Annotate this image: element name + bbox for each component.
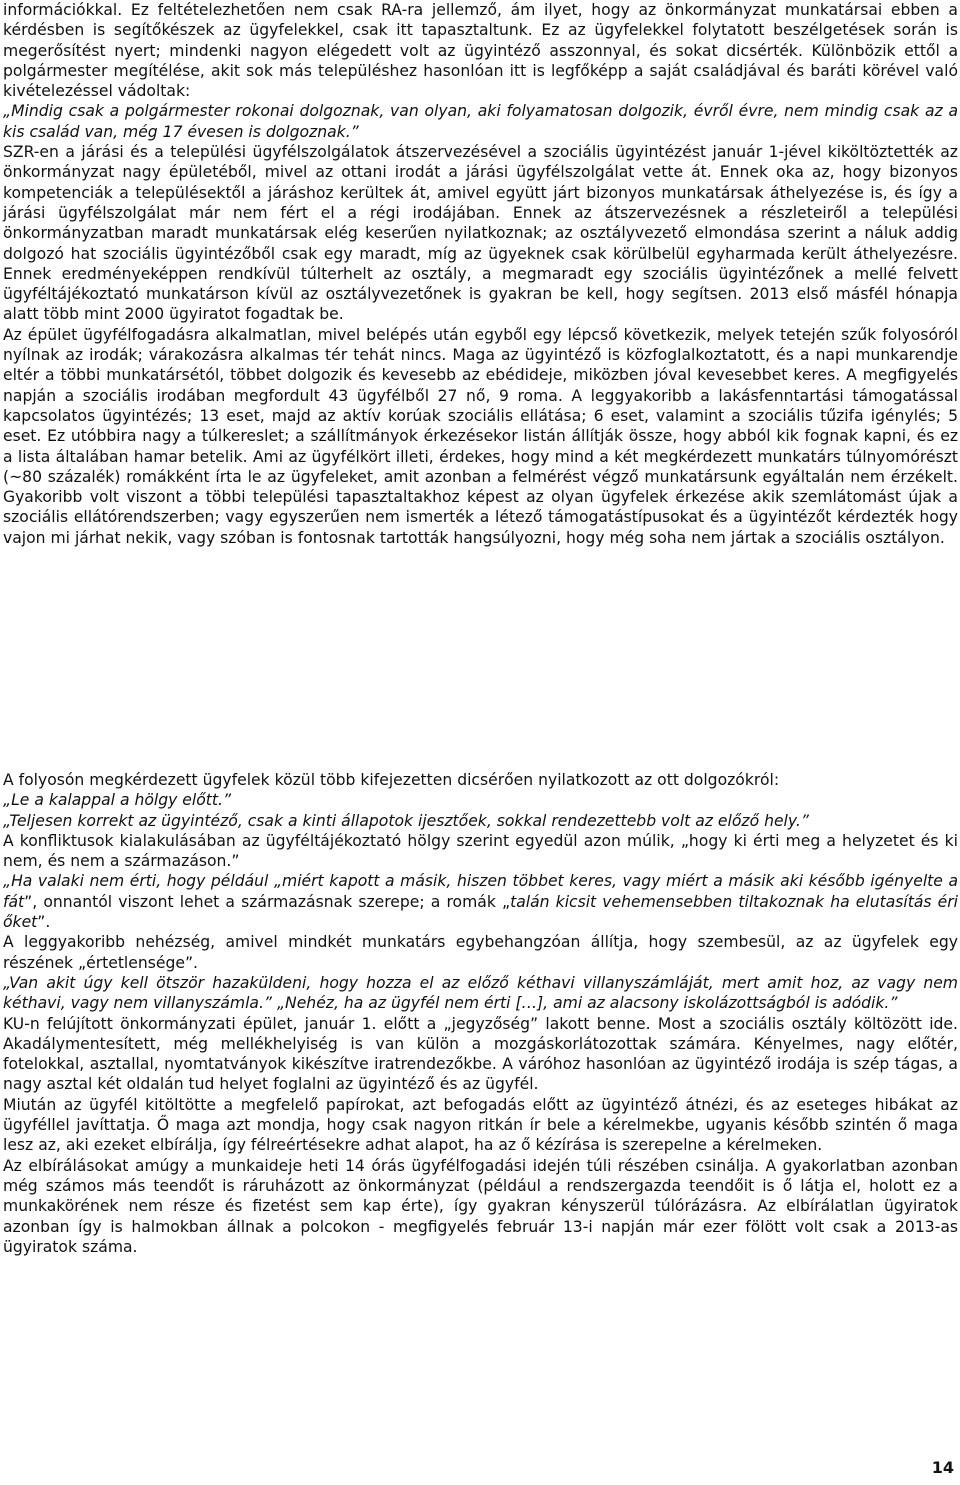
body-text: A folyosón megkérdezett ügyfelek közül több kifejezetten dicsérően nyilatkozott az ott dolgozókról:: [3, 771, 780, 789]
page-number: 14: [931, 1458, 954, 1477]
body-text: ”, onnantól viszont lehet a származásnak szerepe; a romák „: [24, 892, 511, 911]
body-text: SZR-en a járási és a települési ügyfélszolgálatok átszervezésével a szociális ügyintézést január 1-jével kiköltöztették az önkormányzat nagy épületéből, mivel az ottani irodát a járási ügyfélszolgálat vette át. Ennek oka az, hogy bizonyos kompetenciák a településektől a járáshoz kerültek át, amivel együtt járt bizonyos munkatársak áthelyezése is, és így a járási ügyfélszolgálat már nem fért el a régi irodájában. Ennek az átszervezésnek a részleteiről a települési önkormányzatban maradt munkatársak elég keserűen nyilatkoznak; az osztályvezető elmondása szerint a náluk addig dolgozó hat szociális ügyintézőből csak egy maradt, míg az ügyeknek csak körülbelül egyharmada került áthelyezésre. Ennek eredményeképpen rendkívül túlterhelt az osztály, a megmaradt egy szociális ügyintézőnek a mellé felvett ügyféltájékoztató munkatárson kívül az osztályvezetőnek is gyakran be kell, hogy segítsen. 2013 első másfél hónapja alatt több mint 2000 ügyiratot fogadtak be.: [3, 143, 958, 324]
body-text: ”.: [37, 913, 51, 932]
body-text: információkkal. Ez feltételezhetően nem csak RA-ra jellemző, ám ilyet, hogy az önkormányzat munkatársai ebben a kérdésben is segítőkészek az ügyfelekkel, csak itt tapasztaltunk. Ez az ügyfelekkel folytatott beszélgetések során is megerősítést nyert; mindenki nagyon elégedett volt az ügyintéző asszonnyal, és sokat dicsérték. Különbözik ettől a polgármester megítélése, akit sok más településhez hasonlóan itt is legfőképp a saját családjával és baráti körével való kivételezéssel vádoltak:: [3, 1, 958, 101]
quote-text: talán kicsit vehemensebben tiltakoznak ha elutasítás éri őket: [3, 892, 958, 932]
paragraph: [3, 1095, 958, 1156]
body-text: Az épület ügyfélfogadásra alkalmatlan, mivel belépés után egyből egy lépcső következik, melyek tetején szűk folyosóról nyílnak az irodák; várakozásra alkalmas tér tehát nincs. Maga az ügyintéző is közfoglalkoztatott, és a napi munkarendje eltér a többi munkatársétól, többet dolgozik és kevesebb az ebédideje, miközben jóval kevesebbet keres. A megfigyelés napján a szociális irodában megfordult 43 ügyfélből 27 nő, 9 roma. A leggyakoribb a lakásfenntartási támogatással kapcsolatos ügyintézés; 13 eset, majd az aktív korúak szociális ellátása; 6 eset, valamint a szociális tűzifa igénylés; 5 eset. Ez utóbbira nagy a túlkereslet; a szállítmányok érkezésekor listán állítják össze, hogy abból kik fognak kapni, és ez a lista általában hamar betelik. Ami az ügyfélkört illeti, érdekes, hogy mind a két megkérdezett munkatárs túlnyomórészt (~80 százalék) romákként írta le az ügyfeleket, amit azonban a felmérést végző munkatársunk egyáltalán nem érzékelt. Gyakoribb volt viszont a többi települési tapasztaltakhoz képest az olyan ügyfelek érkezése akik szemlátomást újak a szociális ellátórendszerben; vagy egyszerűen nem ismerték a létező támogatástípusokat és a ügyintézőt kérdezték hogy vajon mi járhat nekik, vagy szóban is fontosnak tartották hangsúlyozni, hogy még soha nem jártak a szociális osztályon.: [3, 325, 958, 547]
quote-text: „Van akit úgy kell ötször hazaküldeni, hogy hozza el az előző kéthavi villanyszámláját, mert amit hoz, az vagy nem kéthavi, vagy nem villanyszámla.” „Nehéz, ha az ügyfél nem érti […], ami az alacsony iskolázottságból is adódik.”: [3, 973, 958, 1013]
quote-text: „Ha valaki nem érti, hogy például „miért kapott a másik, hiszen többet keres, vagy miért a másik aki később igényelte a fát: [3, 872, 958, 911]
text-block-bottom: [3, 770, 958, 1257]
paragraph: [3, 831, 958, 872]
body-text: KU-n felújított önkormányzati épület, január 1. előtt a „jegyzőség” lakott benne. Most a szociális osztály költözött ide. Akadálymentesített, még mellékhelyiség is van külön a mozgáskorlátozottak számára. Kényelmes, nagy előtér, fotelokkal, asztallal, nyomtatványok kikészítve iratrendezőkbe. A váróhoz hasonlóan az ügyintéző irodája is szép tágas, a nagy asztal két oldalán tud helyet foglalni az ügyintéző és az ügyfél.: [3, 1014, 958, 1094]
paragraph: [3, 790, 958, 810]
paragraph: [3, 1014, 958, 1095]
paragraph: [3, 973, 958, 1014]
paragraph: [3, 1156, 958, 1257]
body-text: A leggyakoribb nehézség, amivel mindkét munkatárs egybehangzóan állítja, hogy szembesül, az az ügyfelek egy részének „értetlensége”.: [3, 933, 958, 972]
body-text: A konfliktusok kialakulásában az ügyféltájékoztató hölgy szerint egyedül azon múlik, „hogy ki érti meg a helyzetet és ki nem, és nem a származáson.”: [3, 831, 958, 871]
paragraph: [3, 871, 958, 932]
paragraph: [3, 811, 958, 831]
body-text: Az elbírálásokat amúgy a munkaideje heti 14 órás ügyfélfogadási idején túli részében csinálja. A gyakorlatban azonban még számos más teendőt is ráruházott az önkormányzat (például a rendszergazda teendőit is ő látja el, holott ez a munkakörének nem része és fizetést sem kap érte), így gyakran kényszerül túlórázásra. Az elbírálatlan ügyiratok azonban így is halmokban állnak a polcokon - megfigyelés február 13-i napján már ezer fölött volt csak a 2013-as ügyiratok száma.: [3, 1156, 958, 1256]
paragraph: [3, 142, 958, 325]
quote-text: „Mindig csak a polgármester rokonai dolgoznak, van olyan, aki folyamatosan dolgozik, évről évre, nem mindig csak az a kis család van, még 17 évesen is dolgoznak.”: [3, 102, 958, 141]
paragraph: [3, 0, 958, 101]
paragraph: [3, 932, 958, 973]
paragraph: [3, 101, 958, 142]
paragraph: [3, 325, 958, 548]
quote-text: „Teljesen korrekt az ügyintéző, csak a kinti állapotok ijesztőek, sokkal rendezettebb volt az előző hely.”: [3, 811, 809, 830]
body-text: Miután az ügyfél kitöltötte a megfelelő papírokat, azt befogadás előtt az ügyintéző átnézi, és az eseteges hibákat az ügyféllel javíttatja. Ő maga azt mondja, hogy csak nagyon ritkán ír bele a kérelmekbe, ugyanis később szintén ő maga lesz az, aki ezeket elbírálja, így félreértésekre adhat alapot, ha az ő kézírása is szerepelne a kérelmeken.: [3, 1095, 958, 1155]
text-block-top: [3, 0, 958, 548]
paragraph: [3, 770, 958, 790]
quote-text: „Le a kalappal a hölgy előtt.”: [3, 791, 232, 810]
